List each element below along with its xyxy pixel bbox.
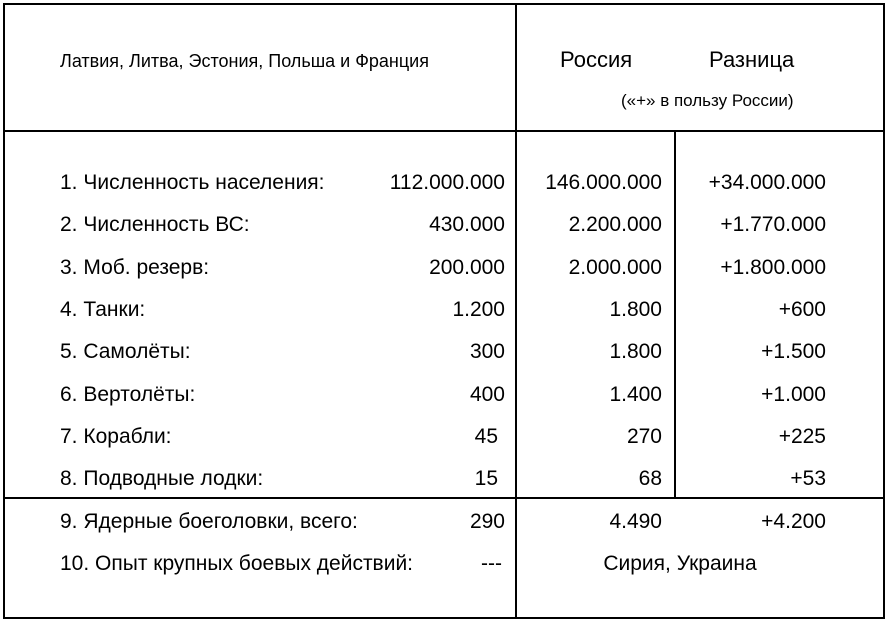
row-diff-value: +53	[790, 467, 826, 490]
row-diff-value: +34.000.000	[708, 171, 826, 194]
row-label: 3. Моб. резерв:	[60, 256, 210, 279]
row-diff-value: +1.500	[761, 340, 826, 363]
row-merged-value: Сирия, Украина	[603, 552, 757, 575]
row-diff-value: +225	[778, 425, 826, 448]
row-left-value: ---	[481, 552, 502, 575]
row-left-value: 45	[474, 425, 498, 448]
header-difference: Разница	[709, 47, 795, 72]
header-russia: Россия	[560, 47, 633, 72]
row-russia-value: 146.000.000	[545, 171, 662, 194]
left-column-divider	[515, 3, 517, 617]
row-russia-value: 4.490	[609, 510, 662, 533]
row-diff-value: +600	[778, 298, 826, 321]
row-russia-value: 2.200.000	[568, 213, 662, 236]
row-left-value: 1.200	[452, 298, 505, 321]
row-left-value: 112.000.000	[389, 171, 505, 194]
header-difference-note: («+» в пользу России)	[621, 91, 794, 110]
row-russia-value: 270	[626, 425, 662, 448]
row-left-value: 400	[469, 383, 505, 406]
diff-column-divider	[674, 131, 676, 498]
row-label: 10. Опыт крупных боевых действий:	[60, 552, 414, 575]
row-label: 6. Вертолёты:	[60, 383, 196, 406]
row-label: 9. Ядерные боеголовки, всего:	[60, 510, 358, 533]
row-diff-value: +4.200	[761, 510, 826, 533]
row-label: 1. Численность населения:	[60, 171, 325, 194]
row-left-value: 430.000	[429, 213, 505, 236]
row-left-value: 300	[469, 340, 505, 363]
row-diff-value: +1.800.000	[720, 256, 826, 279]
row-label: 5. Самолёты:	[60, 340, 191, 363]
row-diff-value: +1.770.000	[720, 213, 826, 236]
header-divider	[3, 130, 883, 132]
row-russia-value: 1.800	[609, 298, 662, 321]
row-label: 7. Корабли:	[60, 425, 172, 448]
row-russia-value: 1.800	[609, 340, 662, 363]
row-label: 4. Танки:	[60, 298, 146, 321]
row-left-value: 15	[474, 467, 498, 490]
row-label: 2. Численность ВС:	[60, 213, 250, 236]
row-russia-value: 68	[638, 467, 662, 490]
totals-divider	[3, 497, 883, 499]
row-russia-value: 1.400	[609, 383, 662, 406]
header-left-title: Латвия, Литва, Эстония, Польша и Франция	[60, 51, 429, 71]
row-left-value: 200.000	[429, 256, 505, 279]
row-label: 8. Подводные лодки:	[60, 467, 264, 490]
row-left-value: 290	[469, 510, 505, 533]
row-russia-value: 2.000.000	[568, 256, 662, 279]
row-diff-value: +1.000	[761, 383, 826, 406]
